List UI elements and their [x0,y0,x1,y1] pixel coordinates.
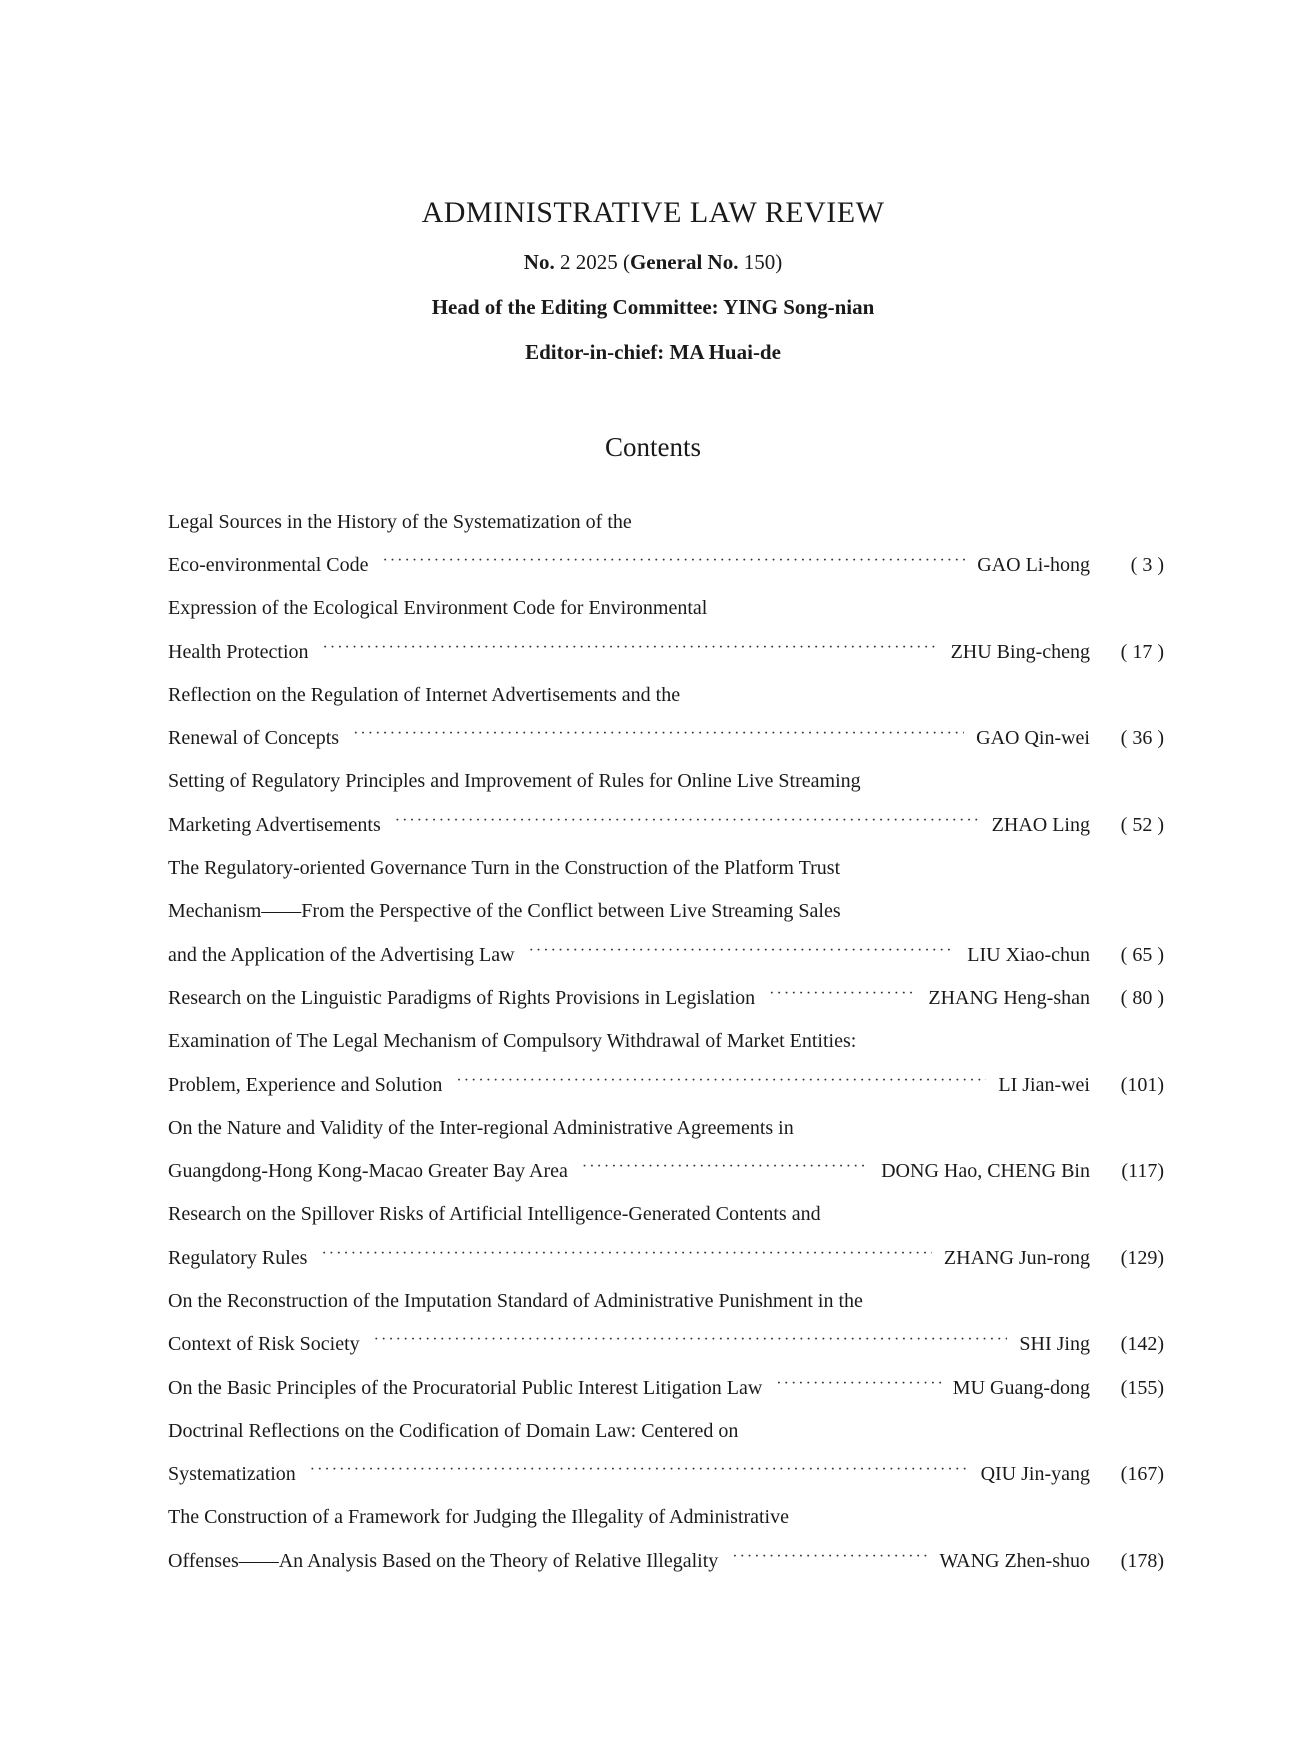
toc-entry[interactable] [168,1496,1164,1583]
toc-entry-title-line: Examination of The Legal Mechanism of Compulsory Withdrawal of Market Entities: [168,1030,857,1053]
toc-entry-final-line [168,1453,1164,1496]
toc-entry-page-number: (129) [1120,1246,1164,1269]
toc-entry-title-line: On the Nature and Validity of the Inter-regional Administrative Agreements in [168,1116,794,1139]
toc-entry-author: WANG Zhen-shuo [939,1549,1090,1572]
toc-entry-title-end: Eco-environmental Code [168,553,369,576]
toc-entry-title-end: Regulatory Rules [168,1246,308,1269]
toc-entry-page-number: ( 80 ) [1120,986,1164,1009]
dot-leader [395,813,980,829]
toc-entry-final-line [168,716,1164,759]
toc-entry-author: SHI Jing [1019,1333,1090,1356]
toc-entry-title-end: Health Protection [168,640,309,663]
toc-entry-author: QIU Jin-yang [980,1463,1090,1486]
toc-entry-final-line [168,933,1164,976]
dot-leader [732,1549,927,1565]
toc-entry-title-end: and the Application of the Advertising Law [168,943,515,966]
toc-entry-final-line [168,976,1164,1019]
toc-entry-page-number: (101) [1120,1073,1164,1096]
toc-entry-author: DONG Hao, CHENG Bin [881,1160,1090,1183]
committee-label: Head of the Editing Committee: [431,295,719,319]
journal-title: ADMINISTRATIVE LAW REVIEW [421,196,885,229]
toc-entry-title-line: Legal Sources in the History of the Systematization of the [168,510,632,533]
toc-entry-title-line: On the Reconstruction of the Imputation Standard of Administrative Punishment in the [168,1289,863,1312]
toc-entry-title-line: Reflection on the Regulation of Internet Advertisements and the [168,683,681,706]
editor-name: MA Huai-de [664,340,781,364]
toc-entry-title-line: Doctrinal Reflections on the Codification of Domain Law: Centered on [168,1419,739,1442]
toc-entry[interactable] [168,673,1164,760]
toc-entry-author: MU Guang-dong [952,1376,1090,1399]
toc-entry-title-end: Offenses——An Analysis Based on the Theory of Relative Illegality [168,1549,719,1572]
dot-leader [456,1073,986,1089]
committee-head: YING Song-nian [718,295,875,319]
contents-heading: Contents [604,432,701,462]
toc-entry-title-end: Guangdong-Hong Kong-Macao Greater Bay Area [168,1160,568,1183]
toc-entry[interactable] [168,1279,1164,1366]
toc-entry-title-line: The Construction of a Framework for Judging the Illegality of Administrative [168,1506,789,1529]
toc-entry-author: ZHU Bing-cheng [950,640,1090,663]
general-number-value: 150) [738,250,783,274]
toc-entry-final-line [168,1149,1164,1192]
toc-entry-final-line [168,1539,1164,1582]
dot-leader [383,553,966,569]
dot-leader [353,726,964,742]
dot-leader [310,1462,969,1478]
table-of-contents [168,500,1164,1582]
toc-entry-final-line [168,1323,1164,1366]
toc-entry[interactable] [168,760,1164,847]
issue-number-label: No. [523,250,555,274]
toc-entry-title-line: Mechanism——From the Perspective of the Conflict between Live Streaming Sales [168,900,841,923]
toc-entry-title-line: Research on the Spillover Risks of Artificial Intelligence-Generated Contents and [168,1203,821,1226]
issue-number-value: 2 2025 ( [554,250,630,274]
toc-entry-final-line [168,630,1164,673]
toc-entry-page-number: (117) [1121,1160,1164,1183]
toc-entry[interactable] [168,1020,1164,1107]
toc-entry-title-end: Context of Risk Society [168,1333,360,1356]
toc-entry-author: ZHANG Jun-rong [943,1246,1090,1269]
issue-line [0,250,1306,275]
toc-entry-final-line [168,543,1164,586]
dot-leader [769,986,916,1002]
general-number-label: General No. [629,250,739,274]
toc-entry[interactable] [168,1193,1164,1280]
toc-entry-title-end: Systematization [168,1463,296,1486]
toc-entry[interactable] [168,500,1164,587]
dot-leader [374,1332,1008,1348]
toc-entry-author: LI Jian-wei [998,1073,1090,1096]
dot-leader [776,1376,940,1392]
toc-entry-final-line [168,1366,1164,1409]
toc-entry-author: GAO Li-hong [977,553,1090,576]
toc-entry-page-number: (142) [1120,1333,1164,1356]
toc-entry[interactable] [168,976,1164,1019]
dot-leader [321,1246,931,1262]
toc-entry-title-end: Renewal of Concepts [168,727,340,750]
toc-entry-title-end: On the Basic Principles of the Procuratorial Public Interest Litigation Law [168,1376,763,1399]
toc-entry-final-line [168,1063,1164,1106]
toc-entry-page-number: ( 17 ) [1120,640,1164,663]
toc-entry-author: GAO Qin-wei [976,727,1090,750]
toc-entry-page-number: ( 3 ) [1130,553,1164,576]
toc-entry-title-end: Research on the Linguistic Paradigms of Rights Provisions in Legislation [168,986,756,1009]
dot-leader [323,640,939,656]
toc-entry-title-line: The Regulatory-oriented Governance Turn in the Construction of the Platform Trust [168,857,841,880]
toc-entry-title-line: Expression of the Ecological Environment Code for Environmental [168,597,708,620]
dot-leader [529,943,956,959]
editor-in-chief-line [0,340,1306,365]
toc-entry-page-number: ( 52 ) [1120,813,1164,836]
toc-entry[interactable] [168,846,1164,976]
toc-entry-title-line: Setting of Regulatory Principles and Improvement of Rules for Online Live Streaming [168,770,861,793]
dot-leader [582,1159,869,1175]
toc-entry-author: ZHANG Heng-shan [928,986,1090,1009]
toc-entry-page-number: (167) [1120,1463,1164,1486]
toc-entry[interactable] [168,1366,1164,1409]
toc-entry-page-number: ( 65 ) [1120,943,1164,966]
toc-entry-final-line [168,803,1164,846]
toc-entry[interactable] [168,1106,1164,1193]
toc-entry-title-end: Marketing Advertisements [168,813,381,836]
editor-label: Editor-in-chief: [525,340,665,364]
toc-entry-page-number: ( 36 ) [1120,727,1164,750]
toc-entry-title-end: Problem, Experience and Solution [168,1073,443,1096]
toc-entry-final-line [168,1236,1164,1279]
toc-entry-author: LIU Xiao-chun [967,943,1090,966]
toc-entry-page-number: (155) [1120,1376,1164,1399]
toc-entry[interactable] [168,587,1164,674]
toc-entry-page-number: (178) [1120,1549,1164,1572]
editing-committee-line [0,295,1306,320]
toc-entry[interactable] [168,1409,1164,1496]
toc-entry-author: ZHAO Ling [991,813,1090,836]
